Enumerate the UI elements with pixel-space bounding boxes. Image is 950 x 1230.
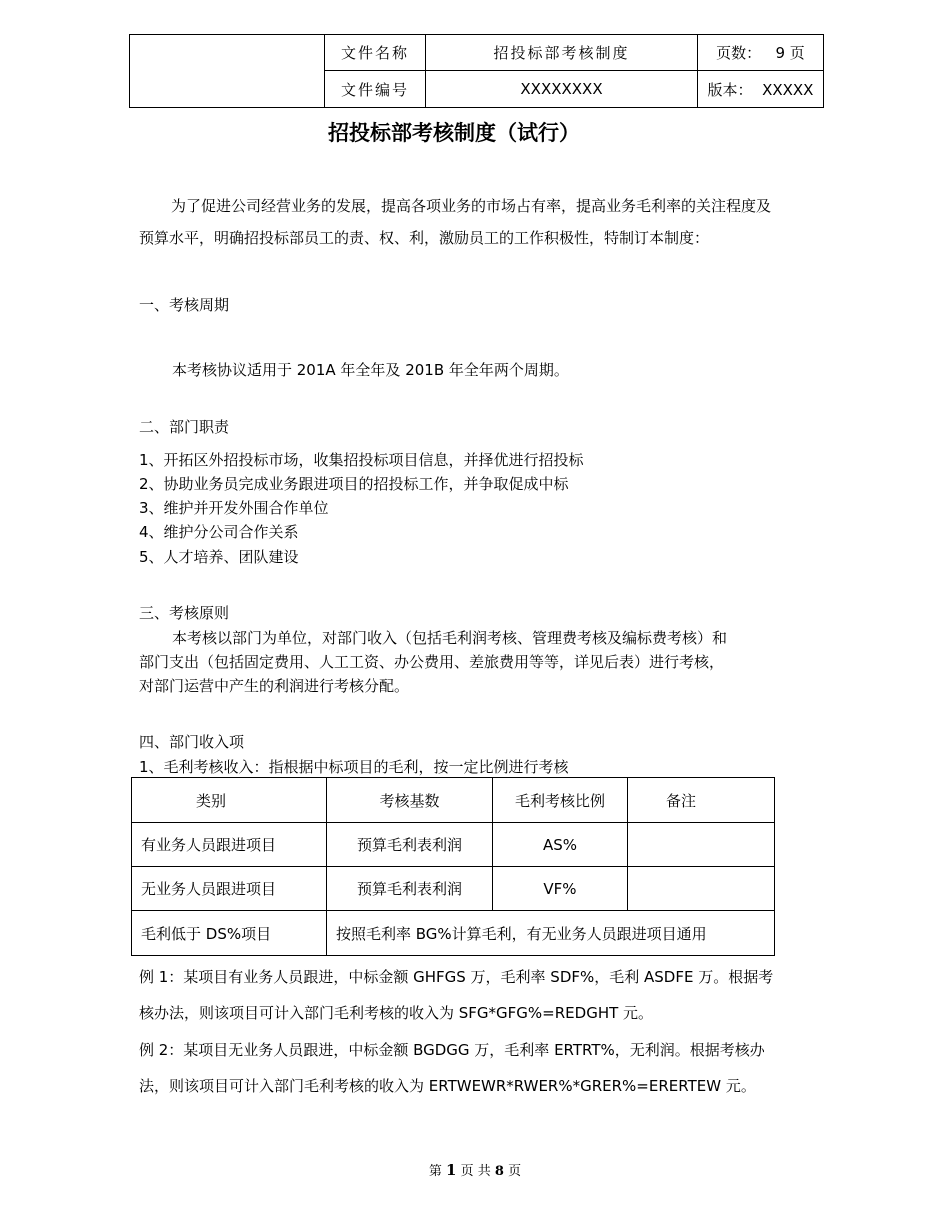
principle-line: 本考核以部门为单位，对部门收入（包括毛利润考核、管理费考核及编标费考核）和 xyxy=(172,629,728,647)
pages-label: 页数： xyxy=(716,44,762,62)
page-title: 招投标部考核制度（试行） xyxy=(328,121,580,145)
col-header-ratio: 毛利考核比例 xyxy=(493,778,628,823)
section4-heading: 四、部门收入项 xyxy=(139,733,245,751)
duty-item: 5、人才培养、团队建设 xyxy=(139,548,299,566)
version-cell xyxy=(698,71,824,108)
example1-line: 例 1：某项目有业务人员跟进，中标金额 GHFGS 万，毛利率 SDF%，毛利 ASDFE 万。根据考 xyxy=(139,968,774,986)
section1-text: 本考核协议适用于 201A 年全年及 201B 年全年两个周期。 xyxy=(172,361,569,379)
cell-remark xyxy=(628,823,775,867)
table-header-row xyxy=(132,778,775,823)
col-header-remark: 备注 xyxy=(628,778,775,823)
section4-sub1: 1、毛利考核收入：指根据中标项目的毛利，按一定比例进行考核 xyxy=(139,758,569,776)
table-row xyxy=(132,911,775,956)
duty-item: 3、维护并开发外围合作单位 xyxy=(139,499,329,517)
example1-line: 核办法，则该项目可计入部门毛利考核的收入为 SFG*GFG%=REDGHT 元。 xyxy=(139,1004,654,1022)
duty-item: 2、协助业务员完成业务跟进项目的招投标工作，并争取促成中标 xyxy=(139,475,569,493)
cell-merged-note: 按照毛利率 BG%计算毛利，有无业务人员跟进项目通用 xyxy=(327,911,775,956)
cell-category: 毛利低于 DS%项目 xyxy=(132,911,327,956)
intro-paragraph: 为了促进公司经营业务的发展，提高各项业务的市场占有率，提高业务毛利率的关注程度及预算水平，明确招投标部员工的责、权、利，激励员工的工作积极性，特制订本制度： xyxy=(139,197,772,247)
cell-category: 有业务人员跟进项目 xyxy=(132,823,327,867)
footer-suffix: 页 xyxy=(508,1164,522,1179)
footer-middle: 页 共 xyxy=(460,1164,491,1179)
file-name-label: 文件名称 xyxy=(325,35,426,71)
duty-item: 4、维护分公司合作关系 xyxy=(139,523,299,541)
version-value: XXXXX xyxy=(762,80,814,99)
file-no-value: XXXXXXXX xyxy=(426,71,698,108)
table-row xyxy=(132,823,775,867)
section3-heading: 三、考核原则 xyxy=(139,604,230,622)
cell-ratio: VF% xyxy=(493,867,628,911)
footer-total-pages: 8 xyxy=(494,1164,504,1179)
cell-base: 预算毛利表利润 xyxy=(327,823,493,867)
duty-item: 1、开拓区外招投标市场，收集招投标项目信息，并择优进行招投标 xyxy=(139,451,584,469)
file-no-label: 文件编号 xyxy=(325,71,426,108)
example2-line: 法，则该项目可计入部门毛利考核的收入为 ERTWEWR*RWER%*GRER%=ERERTEW 元。 xyxy=(139,1077,756,1095)
principle-line: 部门支出（包括固定费用、人工工资、办公费用、差旅费用等等，详见后表）进行考核， xyxy=(139,653,725,671)
revenue-table xyxy=(131,777,775,956)
pages-value: 9 页 xyxy=(775,44,805,62)
file-name-value: 招投标部考核制度 xyxy=(426,35,698,71)
footer-page-number: 1 xyxy=(446,1161,457,1179)
col-header-category: 类别 xyxy=(132,778,327,823)
logo-cell xyxy=(130,35,325,108)
footer-prefix: 第 xyxy=(428,1164,442,1179)
document-header-table xyxy=(129,34,824,108)
section2-heading: 二、部门职责 xyxy=(139,418,230,436)
col-header-base: 考核基数 xyxy=(327,778,493,823)
version-label: 版本： xyxy=(707,80,753,99)
table-row xyxy=(132,867,775,911)
example2-line: 例 2：某项目无业务人员跟进，中标金额 BGDGG 万，毛利率 ERTRT%，无利润。根据考核办 xyxy=(139,1041,765,1059)
page-footer xyxy=(0,1160,950,1179)
cell-ratio: AS% xyxy=(493,823,628,867)
pages-cell xyxy=(698,35,824,71)
cell-remark xyxy=(628,867,775,911)
section1-heading: 一、考核周期 xyxy=(139,296,230,314)
cell-base: 预算毛利表利润 xyxy=(327,867,493,911)
principle-line: 对部门运营中产生的利润进行考核分配。 xyxy=(139,677,410,695)
cell-category: 无业务人员跟进项目 xyxy=(132,867,327,911)
